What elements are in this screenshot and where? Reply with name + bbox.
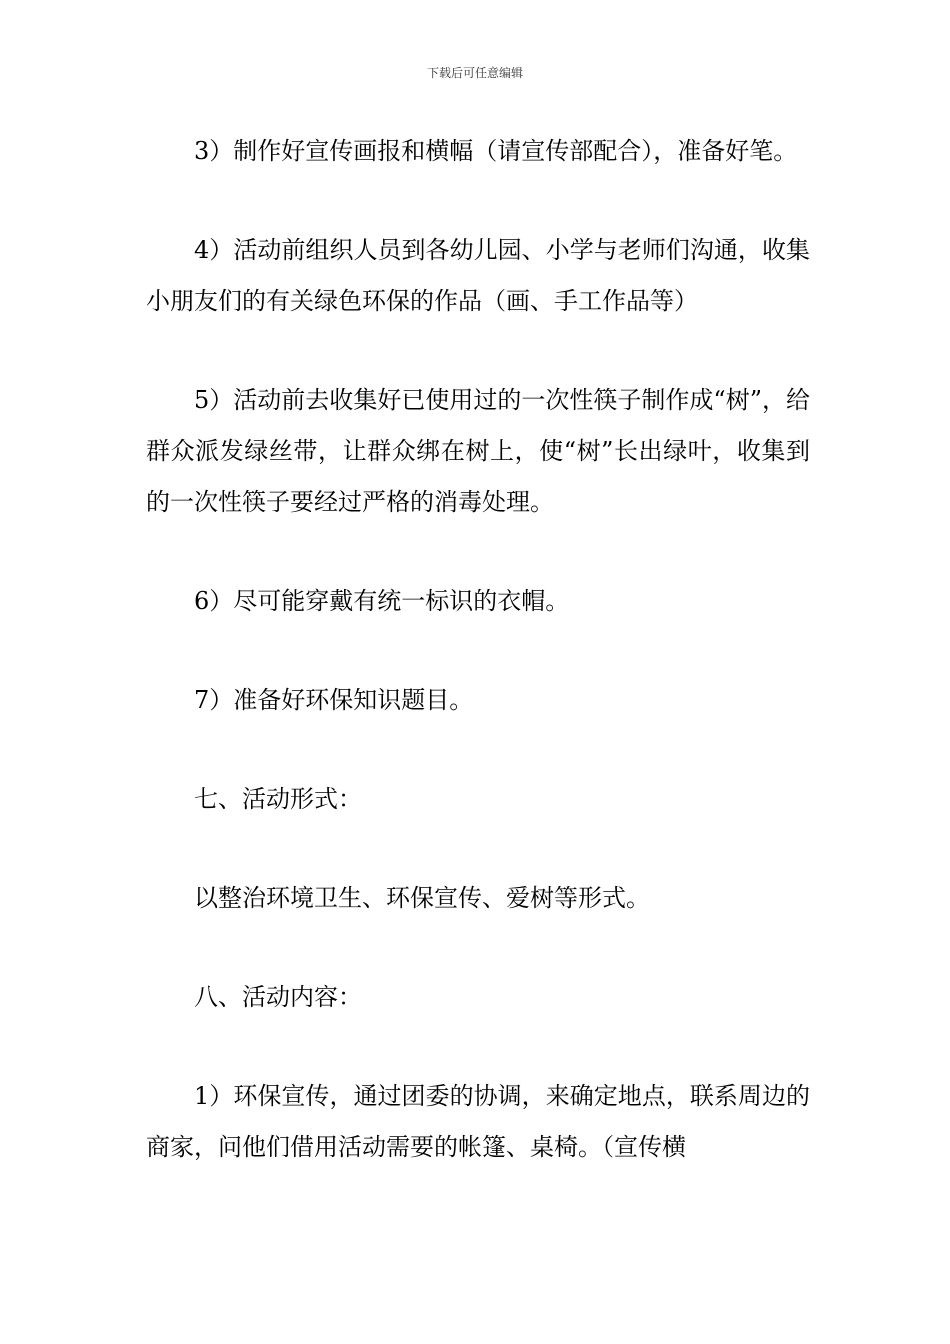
section-heading-activity-content: 八、活动内容： xyxy=(194,983,362,1011)
paragraph-item-3: 3）制作好宣传画报和横幅（请宣传部配合），准备好笔。 xyxy=(194,137,798,165)
section-heading-activity-form: 七、活动形式： xyxy=(194,785,362,813)
paragraph-item-6: 6）尽可能穿戴有统一标识的衣帽。 xyxy=(194,587,570,615)
paragraph-item-4: 4）活动前组织人员到各幼儿园、小学与老师们沟通，收集小朋友们的有关绿色环保的作品（画、手工作品等） xyxy=(146,236,810,315)
paragraph-item-1: 1）环保宣传，通过团委的协调，来确定地点，联系周边的商家，问他们借用活动需要的帐篷、桌椅。（宣传横 xyxy=(146,1082,810,1161)
document-body xyxy=(146,126,810,1173)
paragraph-item-7: 7）准备好环保知识题目。 xyxy=(194,686,474,714)
paragraph-item-5: 5）活动前去收集好已使用过的一次性筷子制作成“树”，给群众派发绿丝带，让群众绑在树上，使“树”长出绿叶，收集到的一次性筷子要经过严格的消毒处理。 xyxy=(146,386,810,516)
page-header: 下载后可任意编辑 xyxy=(426,66,523,80)
paragraph-activity-form: 以整治环境卫生、环保宣传、爱树等形式。 xyxy=(194,884,650,912)
